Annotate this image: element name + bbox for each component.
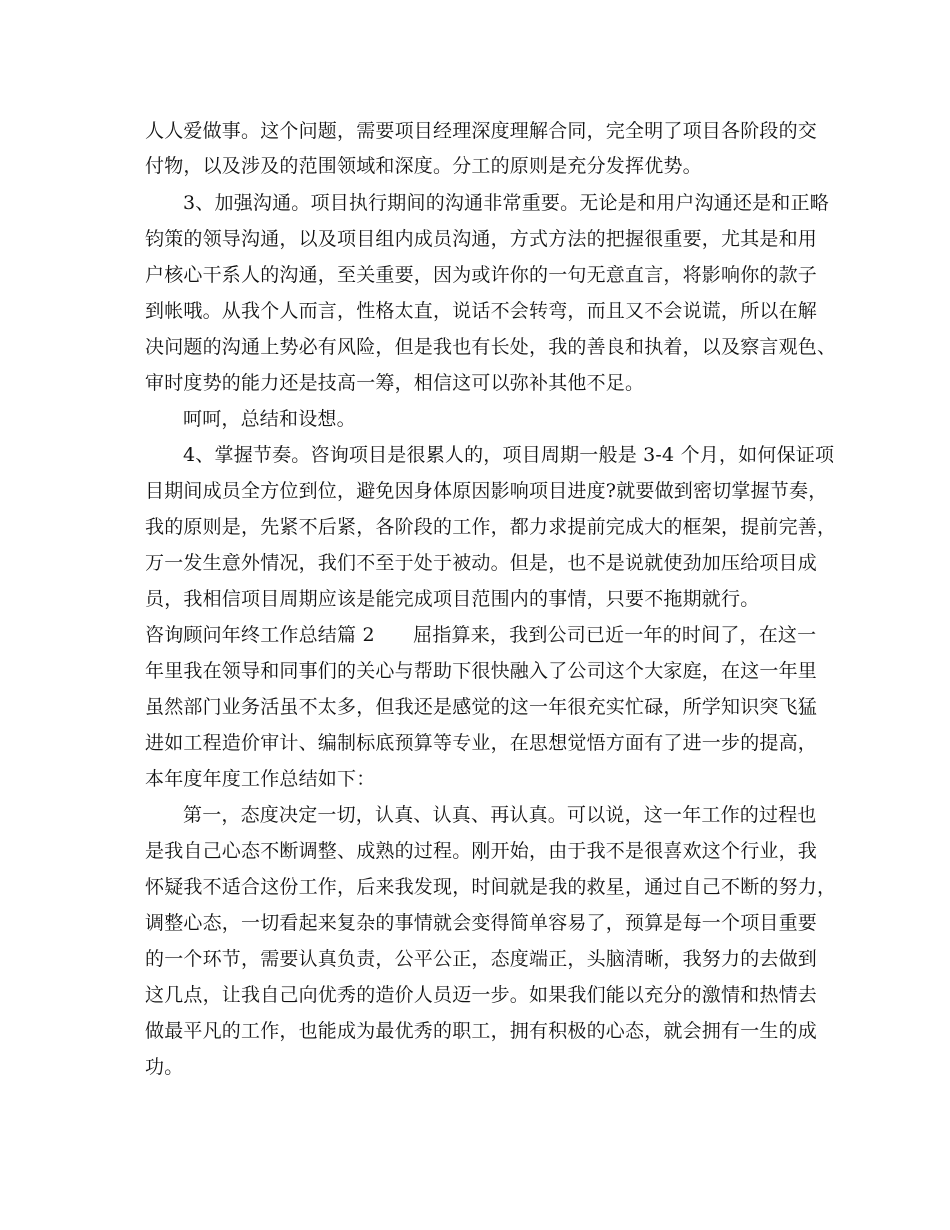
text-line: 付物，以及涉及的范围领域和深度。分工的原则是充分发挥优势。 <box>145 155 702 177</box>
text-line: 调整心态，一切看起来复杂的事情就会变得简单容易了，预算是每一个项目重要 <box>145 912 818 934</box>
text-line: 做最平凡的工作，也能成为最优秀的职工，拥有积极的心态，就会拥有一生的成 <box>145 1020 818 1042</box>
text-line: 第一，态度决定一切，认真、认真、再认真。可以说，这一年工作的过程也 <box>183 804 817 826</box>
text-line: 进如工程造价审计、编制标底预算等专业，在思想觉悟方面有了进一步的提高， <box>145 732 818 754</box>
text-line: 怀疑我不适合这份工作，后来我发现，时间就是我的救星，通过自己不断的努力， <box>145 876 837 898</box>
text-line: 3、加强沟通。项目执行期间的沟通非常重要。无论是和用户沟通还是和正略 <box>183 192 829 214</box>
text-line: 我的原则是，先紧不后紧，各阶段的工作，都力求提前完成大的框架，提前完善， <box>145 516 837 538</box>
text-line: 人人爱做事。这个问题，需要项目经理深度理解合同，完全明了项目各阶段的交 <box>145 120 818 142</box>
text-line: 万一发生意外情况，我们不至于处于被动。但是，也不是说就使劲加压给项目成 <box>145 552 818 574</box>
text-line: 本年度年度工作总结如下： <box>145 768 376 790</box>
text-line: 这几点，让我自己向优秀的造价人员迈一步。如果我们能以充分的激情和热情去 <box>145 984 818 1006</box>
text-line: 虽然部门业务活虽不太多，但我还是感觉的这一年很充实忙碌，所学知识突飞猛 <box>145 696 818 718</box>
text-line: 审时度势的能力还是技高一筹，相信这可以弥补其他不足。 <box>145 372 645 394</box>
text-line: 目期间成员全方位到位，避免因身体原因影响项目进度?就要做到密切掌握节奏， <box>145 480 828 502</box>
text-line: 是我自己心态不断调整、成熟的过程。刚开始，由于我不是很喜欢这个行业，我 <box>145 840 818 862</box>
text-line: 钧策的领导沟通，以及项目组内成员沟通，方式方法的把握很重要，尤其是和用 <box>145 228 818 250</box>
text-line: 4、掌握节奏。咨询项目是很累人的，项目周期一般是 3-4 个月，如何保证项 <box>183 444 835 466</box>
text-line: 户核心干系人的沟通，至关重要，因为或许你的一句无意直言，将影响你的款子 <box>145 264 818 286</box>
text-line: 决问题的沟通上势必有风险，但是我也有长处，我的善良和执着，以及察言观色、 <box>145 336 837 358</box>
text-line: 的一个环节，需要认真负责，公平公正，态度端正，头脑清晰，我努力的去做到 <box>145 948 818 970</box>
text-line: 咨询顾问年终工作总结篇 2 屈指算来，我到公司已近一年的时间了，在这一 <box>145 624 817 646</box>
text-line: 到帐哦。从我个人而言，性格太直，说话不会转弯，而且又不会说谎，所以在解 <box>145 300 818 322</box>
text-line: 呵呵，总结和设想。 <box>183 408 356 430</box>
text-line: 员，我相信项目周期应该是能完成项目范围内的事情，只要不拖期就行。 <box>145 588 760 610</box>
text-line: 功。 <box>145 1056 184 1078</box>
text-line: 年里我在领导和同事们的关心与帮助下很快融入了公司这个大家庭，在这一年里 <box>145 660 818 682</box>
